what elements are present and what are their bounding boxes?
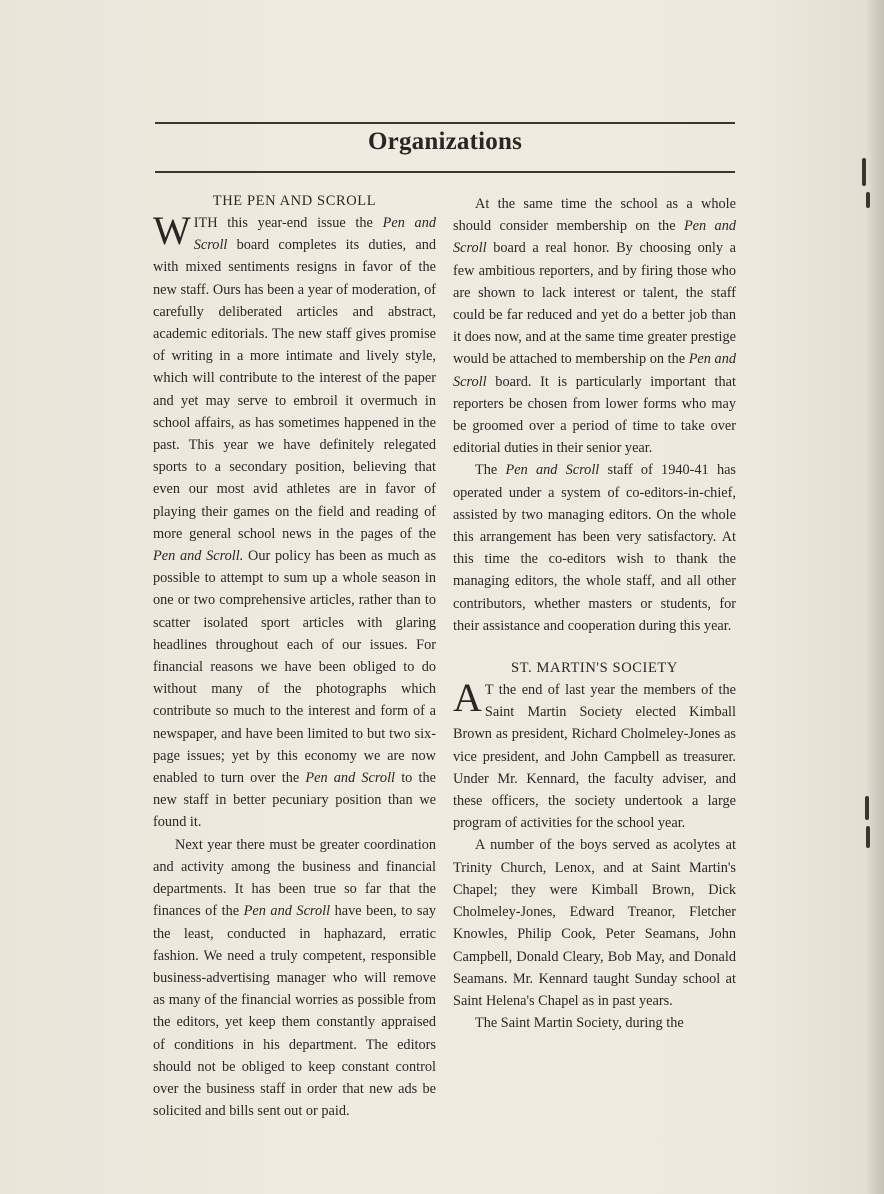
st-martins-paragraph-1: [453, 675, 736, 834]
italic-run: Pen and Scroll: [243, 903, 331, 920]
text-run: board. It is particularly important that reporters be chosen from lower forms who may be groomed over a period of time to take over editorial duties in their senior year.: [453, 373, 736, 457]
text-run: Our policy has been as much as possible to attempt to sum up a whole season in one or two comprehensive articles, rather than to scatter isolated sport articles with glaring headlines throughout each of our issues. For financial reasons we have been obliged to do without many of the photographs which contribute so much to the interest and form of a newspaper, and have been limited to but two six-page issues; yet by this economy we are now enabled to turn over the: [153, 548, 437, 787]
binding-mark: [866, 826, 870, 848]
text-run: The: [475, 462, 506, 479]
italic-run: Pen and Scroll: [305, 770, 396, 787]
pen-scroll-paragraph-4: [453, 459, 736, 637]
right-column: [453, 193, 736, 1034]
header-rule-top: [155, 122, 735, 124]
section-heading-st-martins: ST. MARTIN'S SOCIETY: [511, 660, 678, 677]
pen-scroll-paragraph-3: [453, 193, 736, 459]
italic-run: Pen and Scroll: [453, 351, 736, 390]
pen-scroll-paragraph-2: [153, 834, 436, 1123]
italic-run: Pen and Scroll: [453, 218, 736, 257]
page-edge-shadow: [866, 0, 884, 1194]
section-heading-pen-and-scroll: THE PEN AND SCROLL: [212, 193, 377, 209]
st-martins-paragraph-2: A number of the boys served as acolytes at Trinity Church, Lenox, and at Saint Martin's Chapel; they were Kimball Brown, Dick Cholmeley-Jones, Edward Treanor, Fletcher Knowles, Philip Cook, Peter Seamans, John Campbell, Donald Cleary, Bob May, and Donald Seamans. Mr. Kennard taught Sunday school at Saint Helena's Chapel as in past years.: [453, 837, 736, 1009]
text-run: ITH this year-end issue the: [193, 215, 383, 231]
st-martins-paragraph-3: The Saint Martin Society, during the: [475, 1015, 684, 1032]
page-title: Organizations: [368, 128, 522, 155]
italic-run: Pen and Scroll.: [153, 548, 244, 565]
left-column: [153, 190, 436, 1122]
dropcap-a: A: [453, 675, 482, 721]
text-run: to the new staff in better pecuniary position than we found it.: [153, 770, 436, 831]
text-run: board a real honor. By choosing only a few ambitious reporters, and by firing those who are shown to lack interest or talent, the staff could be far reduced and yet do a better job than it does now, and at the same time greater prestige would be attached to membership on the: [453, 240, 736, 368]
dropcap-w: W: [153, 208, 191, 253]
text-run: T the end of last year the members of the Saint Martin Society elected Kimball Brown as president, Richard Cholmeley-Jones as vice president, and John Campbell as treasurer. Under Mr. Kennard, the faculty adviser, and these officers, the society undertook a large program of activities for the school year.: [453, 682, 736, 832]
text-run: At the same time the school as a whole should consider membership on the: [453, 196, 736, 235]
pen-scroll-paragraph-1: [153, 208, 437, 834]
text-run: staff of 1940-41 has operated under a system of co-editors-in-chief, assisted by two managing editors. On the whole this arrangement has been very satisfactory. At this time the co-editors wish to thank the managing editors, the whole staff, and all other contributors, whether masters or students, for their assistance and cooperation during this year.: [453, 462, 736, 634]
italic-run: Pen and Scroll: [193, 215, 436, 254]
binding-mark: [866, 192, 870, 208]
text-run: have been, to say the least, conducted in haphazard, erratic fashion. We need a truly competent, responsible business-advertising manager who will remove as many of the financial worries as possible from the editors, yet keep them constantly appraised of conditions in his department. The editors should not be obliged to keep constant control over the business staff in order that new ads be solicited and bills sent out or paid.: [153, 903, 436, 1120]
italic-run: Pen and Scroll: [505, 462, 600, 479]
binding-mark: [865, 796, 869, 820]
binding-mark: [862, 158, 866, 186]
text-run: Next year there must be greater coordination and activity among the business and financial departments. It has been true so far that the finances of the: [153, 836, 436, 920]
header-rule-bottom: [155, 171, 735, 173]
text-run: board completes its duties, and with mixed sentiments resigns in favor of the new staff. Ours has been a year of moderation, of carefully deliberated articles and abstract, academic editorials. The new staff gives promise of writing in a more intimate and lively style, which will contribute to the interest of the paper and yet may serve to embroil it overmuch in school affairs, as has sometimes happened in the past. This year we have definitely relegated sports to a secondary position, believing that even our most avid athletes are in favor of playing their games on the field and reading of more general school news in the pages of the: [153, 237, 436, 542]
